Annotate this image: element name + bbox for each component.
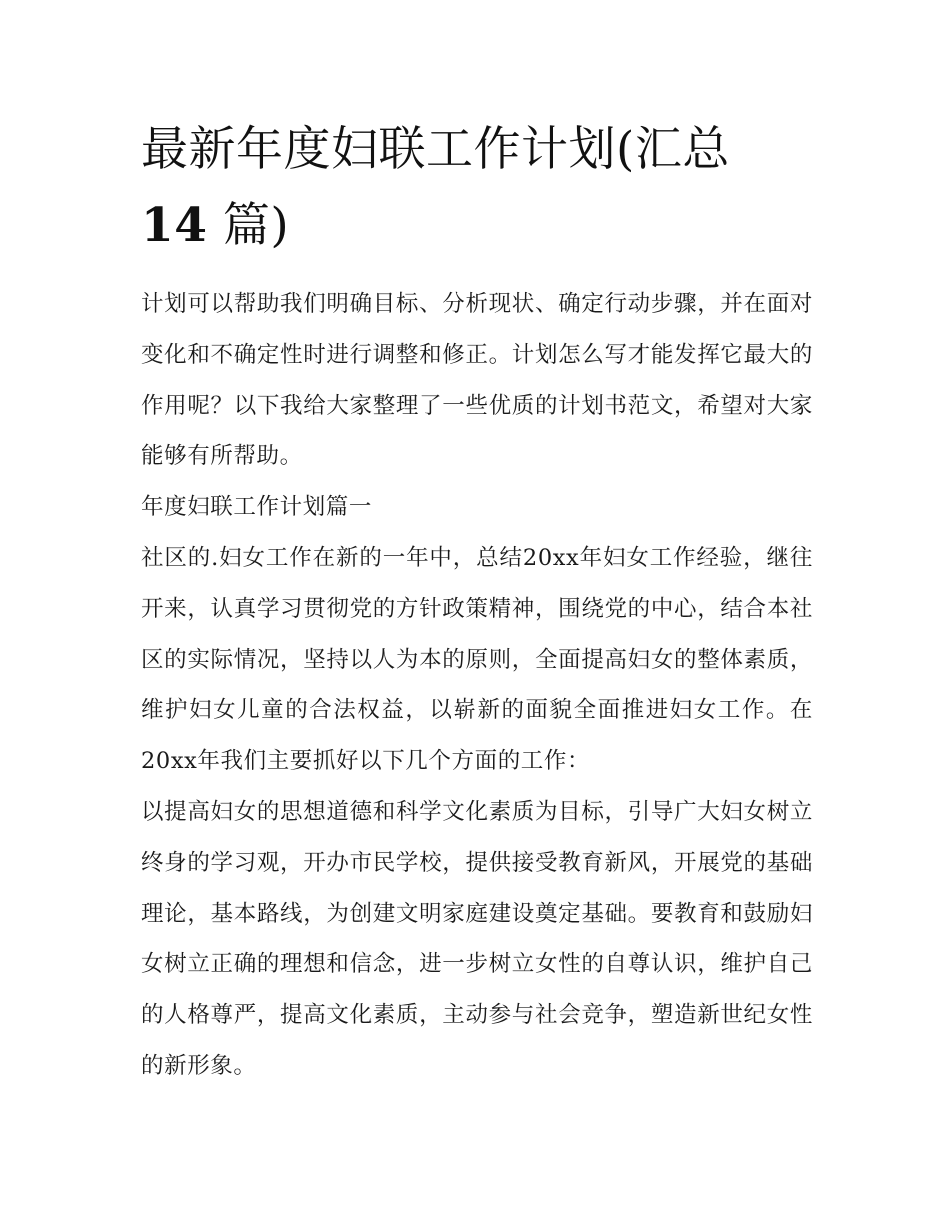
- document-body: [141, 112, 813, 1092]
- title-main: 最新年度妇联工作计划(汇总: [141, 122, 730, 177]
- document-title: [141, 112, 813, 264]
- body-paragraph-1: 社区的.妇女工作在新的一年中，总结20xx年妇女工作经验，继往开来，认真学习贯彻党的方针政策精神，围绕党的中心，结合本社区的实际情况，坚持以人为本的原则，全面提高妇女的整体素质，维护妇女儿童的合法权益，以崭新的面貌全面推进妇女工作。在20xx年我们主要抓好以下几个方面的工作：: [141, 544, 813, 775]
- body-paragraph-2: 以提高妇女的思想道德和科学文化素质为目标，引导广大妇女树立终身的学习观，开办市民学校，提供接受教育新风，开展党的基础理论，基本路线，为创建文明家庭建设奠定基础。要教育和鼓励妇女树立正确的理想和信念，进一步树立女性的自尊认识，维护自己的人格尊严，提高文化素质，主动参与社会竞争，塑造新世纪女性的新形象。: [141, 798, 813, 1079]
- title-tail: 篇): [222, 198, 290, 253]
- intro-paragraph: 计划可以帮助我们明确目标、分析现状、确定行动步骤，并在面对变化和不确定性时进行调整和修正。计划怎么写才能发挥它最大的作用呢？以下我给大家整理了一些优质的计划书范文，希望对大家能够有所帮助。: [141, 291, 813, 470]
- section-heading: 年度妇联工作计划篇一: [141, 494, 373, 521]
- title-number: 14: [141, 198, 208, 253]
